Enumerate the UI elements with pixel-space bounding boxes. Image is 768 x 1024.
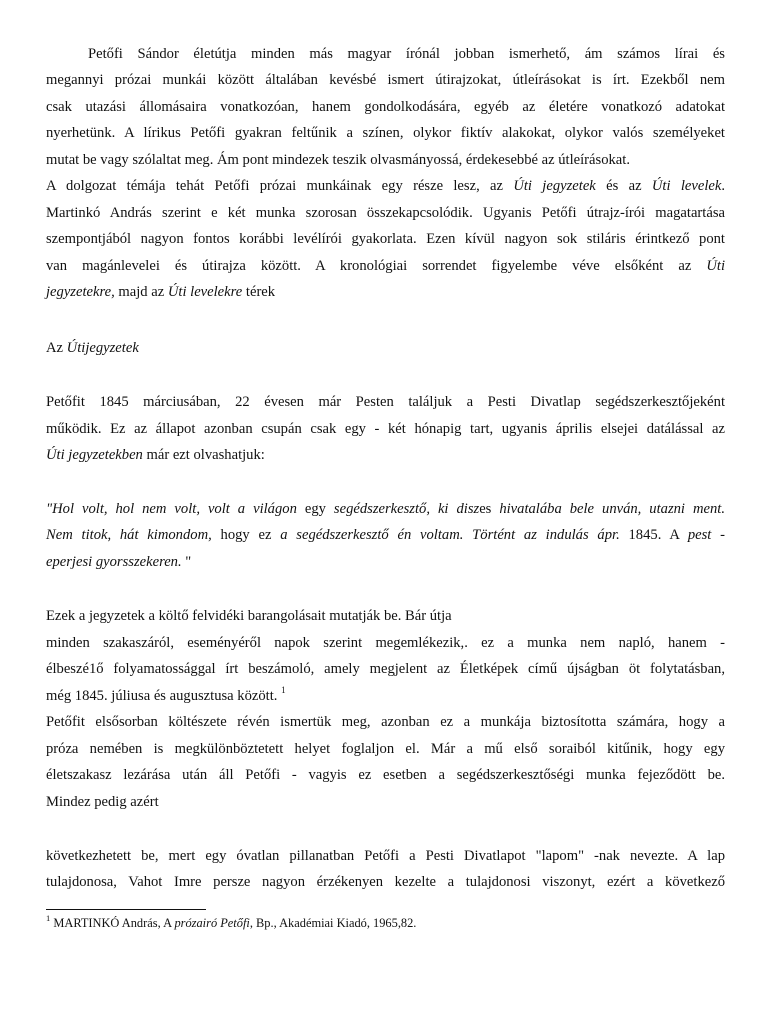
text-run: Petőfit 1845 márciusában, 22 évesen már Pesten találjuk a Pesti Divatlap segédszerkesztőjeként	[46, 394, 725, 410]
paragraph-4-line-4	[46, 686, 725, 706]
quote-line-2	[46, 525, 725, 545]
heading-title: Útijegyzetek	[66, 340, 139, 356]
paragraph-2-line-2	[46, 203, 725, 223]
text-run: nyerhetünk. A lírikus Petőfi gyakran feltűnik a színen, olykor fiktív alakokat, olykor valós személyeket	[46, 125, 725, 141]
quote-roman: es	[479, 501, 500, 517]
text-run: életszakasz lezárása után áll Petőfi - vagyis ez esetben a segédszerkesztőségi munka fejeződött be.	[46, 767, 725, 783]
text-run: próza nemében is megkülönböztetett helyet foglaljon el. Már a mű első soraiból kitűnik, hogy egy	[46, 741, 725, 757]
text-run: és az	[595, 178, 652, 194]
text-run: Petőfit elsősorban költészete révén ismertük meg, azonban ez a munkája biztosította számára, hogy a	[46, 714, 725, 730]
text-run: már ezt olvashatjuk:	[142, 447, 265, 463]
footnote-separator	[46, 909, 206, 910]
section-heading	[46, 338, 725, 358]
text-run: Petőfi Sándor életútja minden más magyar írónál jobban ismerhető, ám számos lírai és	[88, 46, 725, 62]
paragraph-3-line-1	[46, 392, 725, 412]
text-run: A dolgozat témája tehát Petőfi prózai munkáinak egy része lesz, az	[46, 178, 514, 194]
paragraph-5-line-4	[46, 792, 725, 812]
text-run: térek	[242, 284, 276, 300]
quote-italic: eperjesi gyorsszekeren.	[46, 554, 186, 570]
paragraph-5-line-1	[46, 712, 725, 732]
text-run: Ezek a jegyzetek a költő felvidéki barangolásait mutatják be. Bár útja	[46, 608, 452, 624]
paragraph-4-line-1	[46, 606, 725, 626]
footnote-text: , Bp., Akadémiai Kiadó, 1965,82.	[249, 916, 417, 930]
quote-line-3	[46, 552, 725, 572]
text-run: következhetett be, mert egy óvatlan pillanatban Petőfi a Pesti Divatlapot "lapom" -nak nevezte. A lap	[46, 848, 725, 864]
italic-title: Úti levelek	[651, 178, 722, 194]
paragraph-4-line-3	[46, 659, 725, 679]
quote-line-1	[46, 499, 725, 519]
text-run: Martinkó András szerint e két munka szorosan összekapcsolódik. Ugyanis Petőfi útrajz-írói magatartása	[46, 205, 725, 221]
paragraph-4-line-2	[46, 633, 725, 653]
footnote-italic-title: prózairó Petőfi	[174, 916, 250, 930]
paragraph-2-line-4	[46, 256, 725, 276]
text-run: minden szakaszáról, eseményéről napok szerint megemlékezik,. ez a munka nem napló, hanem -	[46, 635, 725, 651]
paragraph-1-line-2	[46, 70, 725, 90]
quote-italic: segédszerkesztő, ki disz	[333, 501, 480, 517]
footnote-text: MARTINKÓ András, A	[50, 916, 175, 930]
text-run: csak utazási állomásaira vonatkozóan, hanem gondolkodására, egyéb az életére vonatkozó adatokat	[46, 99, 725, 115]
italic-title: Úti	[706, 258, 725, 274]
paragraph-2-line-5	[46, 282, 725, 302]
text-run: van magánlevelei és útirajza között. A kronológiai sorrendet figyelembe véve elsőként az	[46, 258, 707, 274]
text-run: majd az	[114, 284, 168, 300]
text-run: mutat be vagy szólaltat meg. Ám pont mindezek teszik olvasmányossá, érdekesebbé az útleírásokat.	[46, 152, 630, 168]
paragraph-1-line-4	[46, 123, 725, 143]
quote-roman: egy	[296, 501, 334, 517]
heading-prefix: Az	[46, 340, 67, 356]
quote-italic: hivatalába bele unván, utazni ment.	[499, 501, 725, 517]
quote-italic: "Hol volt, hol nem volt, volt a világon	[46, 501, 297, 517]
paragraph-5-line-2	[46, 739, 725, 759]
text-run: .	[721, 178, 726, 194]
paragraph-5-line-3	[46, 765, 725, 785]
paragraph-2-line-3	[46, 229, 725, 249]
footnote-reference: 1	[281, 685, 286, 696]
paragraph-6-line-2	[46, 872, 725, 892]
footnote	[46, 914, 416, 932]
paragraph-1-line-3	[46, 97, 725, 117]
quote-italic: pest -	[687, 527, 725, 543]
paragraph-6-line-1	[46, 846, 725, 866]
quote-roman: 1845. A	[619, 527, 688, 543]
quote-italic: a segédszerkesztő én voltam. Történt az indulás ápr.	[280, 527, 620, 543]
italic-title: Úti levelekre	[167, 284, 243, 300]
footnote-marker: 1	[46, 912, 51, 923]
text-run: élbeszé1ő folyamatossággal írt beszámoló, amely megjelent az Életképek című újságban öt folytatásban,	[46, 661, 725, 677]
italic-title: Úti jegyzetekben	[46, 447, 143, 463]
text-run: működik. Ez az állapot azonban csupán csak egy - két hónapig tart, ugyanis április elsejei datálással az	[46, 421, 725, 437]
text-run: szempontjából nagyon fontos korábbi levélírói gyakorlata. Ezen kívül nagyon sok stiláris érintkező pont	[46, 231, 725, 247]
quote-roman: "	[185, 554, 192, 570]
text-run: tulajdonosa, Vahot Imre persze nagyon érzékenyen kezelte a tulajdonosi viszonyt, ezért a következő	[46, 874, 725, 890]
text-run: megannyi prózai munkái között általában kevésbé ismert útirajzokat, útleírásokat is írt. Ezekből nem	[46, 72, 725, 88]
text-run: még 1845. júliusa és augusztusa között.	[46, 688, 282, 704]
italic-title: jegyzetekre,	[46, 284, 115, 300]
paragraph-3-line-3	[46, 445, 725, 465]
quote-italic: Nem titok, hát kimondom,	[46, 527, 212, 543]
paragraph-1-line-1	[88, 44, 725, 64]
quote-roman: hogy ez	[211, 527, 281, 543]
text-run: Mindez pedig azért	[46, 794, 159, 810]
paragraph-1-line-5	[46, 150, 725, 170]
paragraph-3-line-2	[46, 419, 725, 439]
paragraph-2-line-1	[46, 176, 725, 196]
italic-title: Úti jegyzetek	[513, 178, 596, 194]
